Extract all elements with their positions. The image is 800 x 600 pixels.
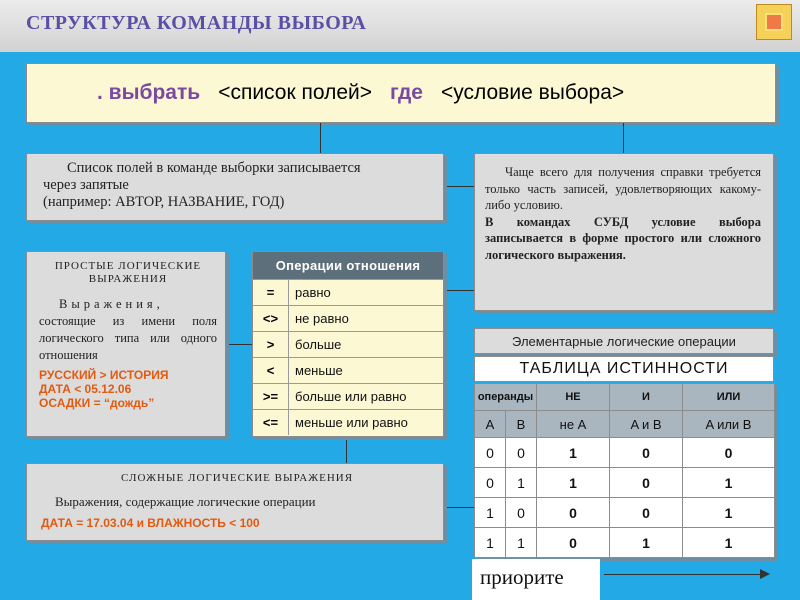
- truth-subheader-cell: A и B: [610, 411, 683, 438]
- truth-cell: 0: [683, 438, 775, 468]
- relation-text: меньше: [295, 363, 343, 378]
- nav-button[interactable]: [756, 4, 792, 40]
- truth-cell: 0: [506, 438, 537, 468]
- truth-cell: 1: [683, 468, 775, 498]
- truth-table-title: ТАБЛИЦА ИСТИННОСТИ: [474, 356, 774, 382]
- truth-header-cell: НЕ: [537, 384, 610, 411]
- fields-line: Список полей в команде выборки записывается: [67, 160, 361, 176]
- connector-line: [346, 437, 347, 463]
- complex-example: ДАТА = 17.03.04 и ВЛАЖНОСТЬ < 100: [41, 516, 260, 530]
- connector-line: [444, 507, 474, 508]
- fields-info-box: [26, 153, 444, 221]
- connector-line: [320, 123, 321, 153]
- truth-cell: 0: [506, 498, 537, 528]
- arrow-head-icon: [760, 569, 770, 579]
- connector-line: [623, 123, 624, 153]
- simple-desc-rest: состоящие из имени поля логического типа или одного отношения: [39, 314, 217, 362]
- relation-symbol: <>: [253, 306, 289, 331]
- simple-expressions-box: [26, 251, 226, 437]
- relation-symbol: <: [253, 358, 289, 383]
- truth-header-cell: операнды: [475, 384, 537, 411]
- complex-expressions-box: [26, 463, 444, 541]
- example-line: ОСАДКИ = “дождь”: [39, 396, 155, 410]
- relation-symbol: =: [253, 280, 289, 305]
- truth-row: [475, 468, 775, 498]
- truth-cell: 1: [683, 498, 775, 528]
- truth-cell: 1: [506, 528, 537, 558]
- truth-cell: 0: [537, 528, 610, 558]
- command-box: [26, 63, 776, 123]
- truth-row: [475, 438, 775, 468]
- truth-cell: 1: [506, 468, 537, 498]
- truth-cell: 1: [610, 528, 683, 558]
- relation-symbol: >=: [253, 384, 289, 409]
- relations-table: [252, 251, 444, 437]
- page-title: СТРУКТУРА КОМАНДЫ ВЫБОРА: [26, 12, 367, 34]
- example-line: ДАТА < 05.12.06: [39, 382, 132, 396]
- truth-cell: 1: [683, 528, 775, 558]
- relation-symbol: <=: [253, 410, 289, 435]
- truth-cell: 0: [475, 438, 506, 468]
- truth-header-cell: И: [610, 384, 683, 411]
- truth-subheader-cell: B: [506, 411, 537, 438]
- simple-desc-first: Выражения,: [59, 297, 164, 311]
- truth-subheader-cell: A: [475, 411, 506, 438]
- truth-subheader-row: [475, 411, 775, 438]
- simple-description: [39, 296, 217, 364]
- truth-cell: 0: [610, 498, 683, 528]
- truth-subheader-cell: не A: [537, 411, 610, 438]
- header-bar: [0, 0, 800, 52]
- square-icon: [765, 13, 783, 31]
- relation-text: больше: [295, 337, 342, 352]
- fields-line: через запятые: [43, 177, 129, 193]
- relation-symbol: >: [253, 332, 289, 357]
- truth-table: [474, 383, 775, 558]
- partial-records-box: [474, 153, 774, 311]
- condition-placeholder: <условие выбора>: [440, 81, 625, 104]
- connector-line: [444, 186, 474, 187]
- relation-text: равно: [295, 285, 331, 300]
- relation-text: меньше или равно: [295, 415, 408, 430]
- truth-cell: 0: [475, 468, 506, 498]
- relation-row: [253, 409, 443, 435]
- complex-description: Выражения, содержащие логические операции: [55, 494, 316, 509]
- simple-examples: [39, 368, 217, 410]
- partial-text-bold: В командах СУБД условие выбора записывается в форме простого или сложного логического выражения.: [485, 214, 761, 262]
- relation-row: [253, 331, 443, 357]
- partial-text: Чаще всего для получения справки требуется только часть записей, удовлетворяющих какому-либо условию.: [485, 165, 761, 212]
- relations-title: Операции отношения: [253, 252, 443, 279]
- relation-text: не равно: [295, 311, 349, 326]
- truth-cell: 1: [537, 438, 610, 468]
- connector-line: [444, 290, 474, 291]
- truth-cell: 0: [610, 468, 683, 498]
- truth-cell: 1: [475, 528, 506, 558]
- relation-row: [253, 279, 443, 305]
- relation-text: больше или равно: [295, 389, 407, 404]
- relation-row: [253, 357, 443, 383]
- truth-cell: 1: [537, 468, 610, 498]
- truth-row: [475, 528, 775, 558]
- priority-label: приорите: [472, 559, 600, 600]
- truth-cell: 0: [537, 498, 610, 528]
- example-line: РУССКИЙ > ИСТОРИЯ: [39, 368, 169, 382]
- truth-cell: 1: [475, 498, 506, 528]
- fields-line: (например: АВТОР, НАЗВАНИЕ, ГОД): [43, 194, 285, 210]
- simple-title: ПРОСТЫЕ ЛОГИЧЕСКИЕ ВЫРАЖЕНИЯ: [54, 260, 202, 285]
- complex-title: СЛОЖНЫЕ ЛОГИЧЕСКИЕ ВЫРАЖЕНИЯ: [120, 472, 354, 484]
- truth-header-cell: ИЛИ: [683, 384, 775, 411]
- connector-line: [226, 344, 252, 345]
- fields-placeholder: <список полей>: [218, 81, 373, 104]
- truth-row: [475, 498, 775, 528]
- relation-row: [253, 305, 443, 331]
- truth-header-row: [475, 384, 775, 411]
- arrow-line: [604, 574, 766, 575]
- relation-row: [253, 383, 443, 409]
- where-keyword: где: [390, 81, 423, 104]
- select-keyword: . выбрать: [97, 81, 201, 104]
- truth-subheader-cell: A или B: [683, 411, 775, 438]
- truth-cell: 0: [610, 438, 683, 468]
- logic-ops-title: Элементарные логические операции: [474, 328, 774, 354]
